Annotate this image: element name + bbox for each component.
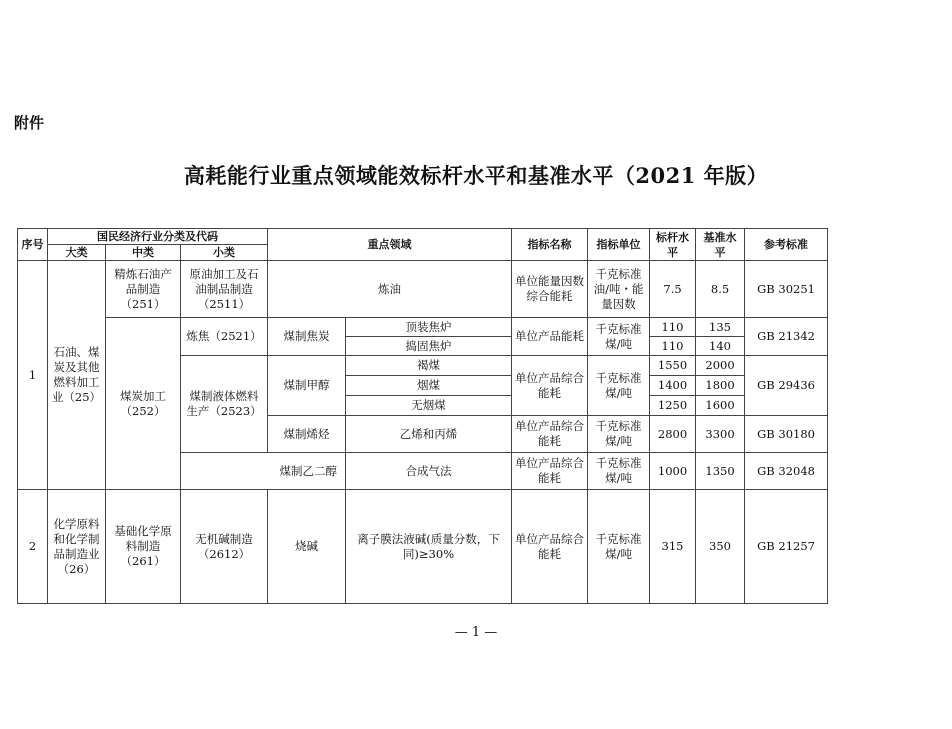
methanol-sub-anthracite: 无烟煤 (346, 396, 512, 416)
coke-reference: GB 21342 (745, 318, 828, 356)
coke-indicator-unit: 千克标准煤/吨 (588, 318, 650, 356)
caustic-soda-area: 烧碱 (268, 490, 346, 604)
methanol-area: 煤制甲醇 (268, 356, 346, 416)
group2-minor: 无机碱制造（2612） (181, 490, 268, 604)
group2-middle: 基础化学原料制造（261） (106, 490, 181, 604)
header-benchmark: 标杆水平 (650, 229, 696, 261)
glycol-reference: GB 32048 (745, 453, 828, 490)
refining-benchmark: 7.5 (650, 261, 696, 318)
coke-sub-top: 顶装焦炉 (346, 318, 512, 337)
group2-seq: 2 (18, 490, 48, 604)
olefin-indicator-name: 单位产品综合能耗 (512, 416, 588, 453)
group1-seq: 1 (18, 261, 48, 490)
methanol-reference: GB 29436 (745, 356, 828, 416)
olefin-baseline: 3300 (696, 416, 745, 453)
refining-indicator-unit: 千克标准油/吨・能量因数 (588, 261, 650, 318)
refining-area: 炼油 (268, 261, 512, 318)
coke-baseline-top: 135 (696, 318, 745, 337)
refining-reference: GB 30251 (745, 261, 828, 318)
header-reference: 参考标准 (745, 229, 828, 261)
header-indicator-unit: 指标单位 (588, 229, 650, 261)
caustic-soda-indicator-name: 单位产品综合能耗 (512, 490, 588, 604)
coke-area: 煤制焦炭 (268, 318, 346, 356)
methanol-benchmark-anthracite: 1250 (650, 396, 696, 416)
caustic-soda-reference: GB 21257 (745, 490, 828, 604)
coke-indicator-name: 单位产品能耗 (512, 318, 588, 356)
refining-baseline: 8.5 (696, 261, 745, 318)
header-seq: 序号 (18, 229, 48, 261)
coke-baseline-stamp: 140 (696, 337, 745, 356)
header-major: 大类 (48, 245, 106, 261)
olefin-sub: 乙烯和丙烯 (346, 416, 512, 453)
header-middle: 中类 (106, 245, 181, 261)
methanol-indicator-unit: 千克标准煤/吨 (588, 356, 650, 416)
methanol-sub-lignite: 褐煤 (346, 356, 512, 376)
page-number: — 1 — (454, 625, 498, 640)
document-title: 高耗能行业重点领域能效标杆水平和基准水平（2021 年版） (183, 163, 769, 188)
coke-benchmark-stamp: 110 (650, 337, 696, 356)
header-indicator-name: 指标名称 (512, 229, 588, 261)
table-row (18, 490, 828, 604)
methanol-indicator-name: 单位产品综合能耗 (512, 356, 588, 416)
header-classification: 国民经济行业分类及代码 (48, 229, 268, 245)
glycol-indicator-unit: 千克标准煤/吨 (588, 453, 650, 490)
header-row (18, 229, 828, 245)
coke-minor: 炼焦（2521） (181, 318, 268, 356)
glycol-baseline: 1350 (696, 453, 745, 490)
group2-major: 化学原料和化学制品制造业（26） (48, 490, 106, 604)
glycol-benchmark: 1000 (650, 453, 696, 490)
refining-minor: 原油加工及石油制品制造（2511） (181, 261, 268, 318)
attachment-label: 附件 (14, 114, 45, 132)
group1-major: 石油、煤炭及其他燃料加工业（25） (48, 261, 106, 490)
caustic-soda-indicator-unit: 千克标准煤/吨 (588, 490, 650, 604)
caustic-soda-sub: 离子膜法液碱(质量分数，下同)≥30% (346, 490, 512, 604)
coal-middle: 煤炭加工（252） (106, 318, 181, 490)
olefin-indicator-unit: 千克标准煤/吨 (588, 416, 650, 453)
glycol-sub: 合成气法 (346, 453, 512, 490)
coke-benchmark-top: 110 (650, 318, 696, 337)
methanol-benchmark-bituminous: 1400 (650, 376, 696, 396)
methanol-baseline-lignite: 2000 (696, 356, 745, 376)
table-row (18, 318, 828, 337)
refining-middle: 精炼石油产品制造（251） (106, 261, 181, 318)
olefin-reference: GB 30180 (745, 416, 828, 453)
olefin-area: 煤制烯烃 (268, 416, 346, 453)
methanol-sub-bituminous: 烟煤 (346, 376, 512, 396)
methanol-baseline-anthracite: 1600 (696, 396, 745, 416)
methanol-benchmark-lignite: 1550 (650, 356, 696, 376)
header-focus-area: 重点领域 (268, 229, 512, 261)
glycol-indicator-name: 单位产品综合能耗 (512, 453, 588, 490)
methanol-baseline-bituminous: 1800 (696, 376, 745, 396)
header-baseline: 基准水平 (696, 229, 745, 261)
header-minor: 小类 (181, 245, 268, 261)
caustic-soda-benchmark: 315 (650, 490, 696, 604)
olefin-benchmark: 2800 (650, 416, 696, 453)
caustic-soda-baseline: 350 (696, 490, 745, 604)
liquid-fuel-minor: 煤制液体燃料生产（2523） (181, 356, 268, 453)
glycol-area: 煤制乙二醇 (181, 453, 346, 490)
table-row (18, 261, 828, 318)
energy-efficiency-table (17, 228, 828, 604)
refining-indicator-name: 单位能量因数综合能耗 (512, 261, 588, 318)
coke-sub-stamp: 捣固焦炉 (346, 337, 512, 356)
